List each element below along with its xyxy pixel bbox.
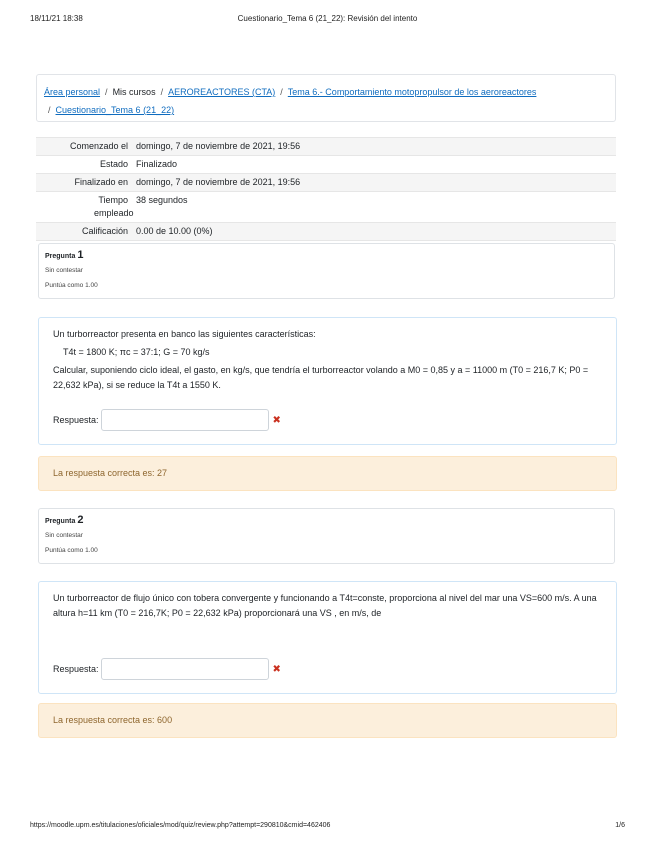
incorrect-icon: ✖ xyxy=(272,414,281,426)
summary-label: Tiempo empleado xyxy=(94,195,134,218)
answer-row xyxy=(53,409,281,431)
breadcrumb-quiz[interactable]: Cuestionario_Tema 6 (21_22) xyxy=(55,105,175,115)
correct-answer-feedback: La respuesta correcta es: 27 xyxy=(38,456,617,491)
print-url: https://moodle.upm.es/titulaciones/oficiales/mod/quiz/review.php?attempt=290810&cmid=462406 xyxy=(30,822,331,829)
summary-value: 0.00 de 10.00 (0%) xyxy=(136,226,213,236)
question-state: Sin contestar xyxy=(45,267,83,274)
answer-label: Respuesta: xyxy=(53,414,99,425)
question-grade: Puntúa como 1.00 xyxy=(45,282,98,289)
summary-value: domingo, 7 de noviembre de 2021, 19:56 xyxy=(136,177,301,187)
print-header xyxy=(30,14,625,28)
answer-input[interactable] xyxy=(101,658,269,680)
breadcrumb-section[interactable]: Tema 6.- Comportamiento motopropulsor de los aeroreactores xyxy=(287,87,537,97)
summary-label: Finalizado en xyxy=(74,177,128,187)
attempt-summary-table xyxy=(36,137,616,241)
incorrect-icon: ✖ xyxy=(272,663,281,675)
question-number: Pregunta 1 xyxy=(45,249,84,261)
print-footer xyxy=(30,822,625,834)
summary-row xyxy=(36,222,616,241)
summary-row xyxy=(36,155,616,173)
breadcrumb-area-personal[interactable]: Área personal xyxy=(44,87,101,97)
summary-label: Estado xyxy=(99,159,128,169)
summary-row xyxy=(36,173,616,191)
question-text: Calcular, suponiendo ciclo ideal, el gasto, en kg/s, que tendría el turborreactor volando a M0 = 0,85 y a = 11000 m (T0 = 216,7 K; P0 = 22,632 kPa), si se reduce la T4t a 1550 K. xyxy=(53,365,589,390)
print-datetime: 18/11/21 18:38 xyxy=(30,14,83,23)
print-page-number: 1/6 xyxy=(615,822,625,829)
answer-label: Respuesta: xyxy=(53,663,99,674)
question-text: Un turborreactor de flujo único con tobera convergente y funcionando a T4t=conste, proporciona al nivel del mar una VS=600 m/s. A una altura h=11 km (T0 = 216,7K; P0 = 22,632 kPa) proporcionará una VS , en m/s, de xyxy=(53,593,597,618)
question-formulation xyxy=(38,581,617,694)
question-formulation xyxy=(38,317,617,445)
breadcrumb: Área personal / Mis cursos / AEROREACTORES (CTA) / Tema 6.- Comportamiento motopropulsor de los aeroreactores / Cuestionario_Tema 6 (21_22) xyxy=(36,74,616,122)
summary-value: domingo, 7 de noviembre de 2021, 19:56 xyxy=(136,141,301,151)
answer-row xyxy=(53,658,281,680)
breadcrumb-mis-cursos: Mis cursos xyxy=(112,87,156,97)
summary-row xyxy=(36,137,616,155)
summary-label: Comenzado el xyxy=(69,141,128,151)
question-params: T4t = 1800 K; πc = 37:1; G = 70 kg/s xyxy=(63,347,210,357)
question-number: Pregunta 2 xyxy=(45,514,84,526)
question-grade: Puntúa como 1.00 xyxy=(45,547,98,554)
breadcrumb-course[interactable]: AEROREACTORES (CTA) xyxy=(168,87,276,97)
answer-input[interactable] xyxy=(101,409,269,431)
question-intro: Un turborreactor presenta en banco las siguientes características: xyxy=(53,329,316,339)
question-info xyxy=(38,508,615,564)
print-title: Cuestionario_Tema 6 (21_22): Revisión del intento xyxy=(237,14,418,23)
summary-label: Calificación xyxy=(81,226,128,236)
summary-value: 38 segundos xyxy=(136,195,188,205)
question-state: Sin contestar xyxy=(45,532,83,539)
question-info xyxy=(38,243,615,299)
summary-value: Finalizado xyxy=(136,159,178,169)
summary-row xyxy=(36,191,616,222)
correct-answer-feedback: La respuesta correcta es: 600 xyxy=(38,703,617,738)
